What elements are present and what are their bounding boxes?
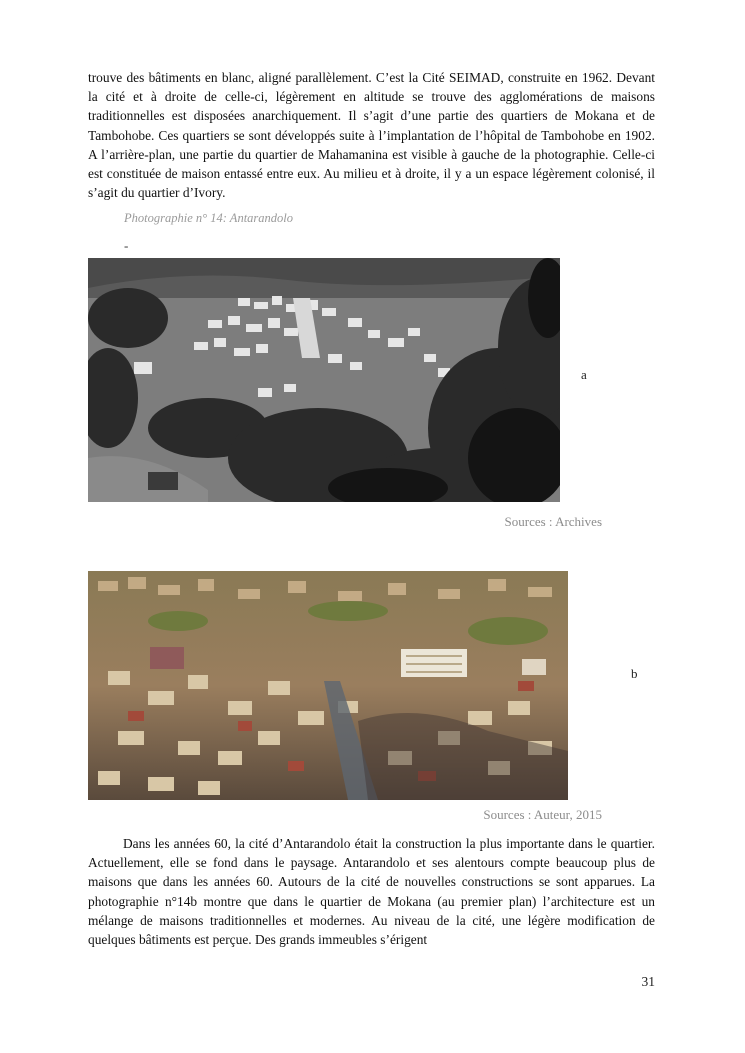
photo-b-label: b xyxy=(631,666,638,681)
photo-b-author-2015 xyxy=(88,571,568,800)
intro-paragraph: trouve des bâtiments en blanc, aligné parallèlement. C’est la Cité SEIMAD, construite en 1962. Devant la cité et à droite de celle-ci, légèrement en altitude se trouve des agglomérations de maisons traditionnelles est disposées anarchiquement. Il s’agit d’une partie des quartiers de Mokana et de Tambohobe. Ces quartiers se sont développés suite à l’implantation de l’hôpital de Tambohobe en 1902. A l’arrière-plan, une partie du quartier de Mahamanina est visible à gauche de la photographie. Celle-ci est constituée de maison entassé entre eux. Au milieu et à droite, il y a un espace légèrement colonisé, il s’agit du quartier d’Ivory. xyxy=(88,70,656,201)
photo-a-archive-bw xyxy=(88,258,560,502)
closing-paragraph: Dans les années 60, la cité d’Antarandolo était la construction la plus importante dans le quartier. Actuellement, elle se fond dans le paysage. Antarandolo et ses alentours compte beaucoup plus de maisons que dans les années 60. Autours de la cité de nouvelles constructions se sont apparues. La photographie n°14b montre que dans le quartier de Mokana (au premier plan) l’architecture est un mélange de maisons traditionnelles et modernes. Au niveau de la cité, une légère modification de quelques bâtiments est perçue. Des grands immeubles s’érigent xyxy=(88,836,655,948)
page-number: 31 xyxy=(641,974,655,989)
photo-a-source: Sources : Archives xyxy=(504,514,602,529)
photo-b-image xyxy=(88,571,568,800)
photo-caption: Photographie n° 14: Antarandolo xyxy=(124,211,294,225)
photo-b-source: Sources : Auteur, 2015 xyxy=(483,807,602,822)
photo-a-image xyxy=(88,258,560,502)
caption-dash: - xyxy=(124,238,129,253)
photo-a-label: a xyxy=(581,367,587,382)
